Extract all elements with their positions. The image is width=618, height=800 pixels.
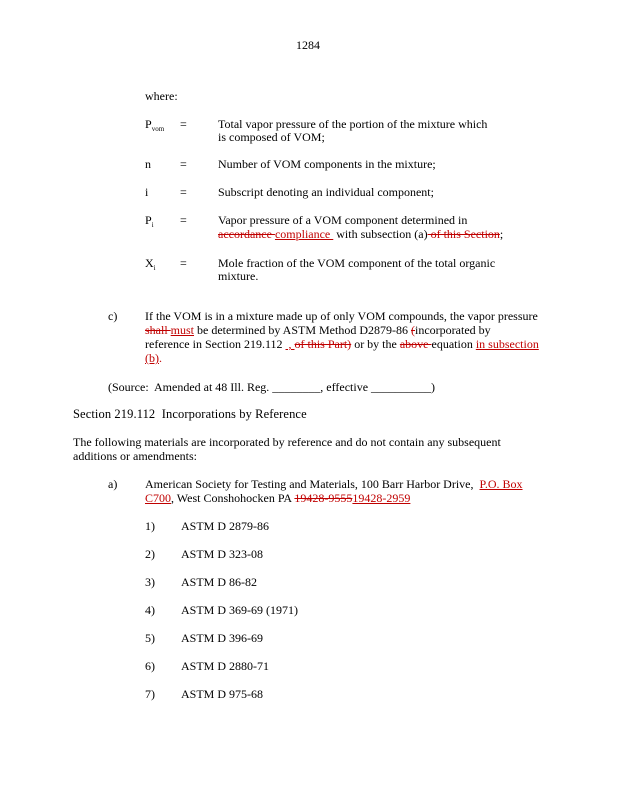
intro-line: The following materials are incorporated by reference and do not contain any subsequent [73,435,501,449]
equals-sign: = [180,157,187,171]
equals-sign: = [180,213,187,227]
definition-text: Mole fraction of the VOM component of the total organic [218,256,496,270]
list-text: ASTM D 2880-71 [181,659,270,673]
paragraph-line: shall must be determined by ASTM Method D2879-86 (incorporated by [145,323,491,337]
list-number: 1) [145,519,155,533]
paragraph-label: c) [108,309,118,323]
list-text: ASTM D 2879-86 [181,519,270,533]
definition-text: is composed of VOM; [218,130,325,144]
definition-text-amended: accordance compliance with subsection (a) of this Section; [218,227,504,241]
deleted-text: ( [411,323,415,337]
paragraph-line: reference in Section 219.112 , of this Part) or by the above equation in subsection [145,337,539,351]
list-number: 5) [145,631,155,645]
source-note: (Source: Amended at 48 Ill. Reg. ________, effective __________) [108,380,436,394]
list-number: 7) [145,687,155,701]
definition-text: Total vapor pressure of the portion of the mixture which [218,117,488,131]
definition-text: mixture. [218,269,259,283]
inserted-text: must [170,323,195,337]
paragraph-line: If the VOM is in a mixture made up of only VOM compounds, the vapor pressure [145,309,538,323]
list-text: ASTM D 86-82 [181,575,258,589]
equals-sign: = [180,185,187,199]
definition-text: Subscript denoting an individual component; [218,185,434,199]
list-text: ASTM D 396-69 [181,631,264,645]
definition-text: Number of VOM components in the mixture; [218,157,436,171]
inserted-text: in subsection [475,337,539,351]
inserted-text: , [285,337,295,351]
list-text: ASTM D 369-69 (1971) [181,603,298,617]
list-number: 2) [145,547,155,561]
list-text: ASTM D 975-68 [181,687,264,701]
symbol: $X_i$ [145,256,156,272]
deleted-text: shall [145,323,171,337]
symbol: $P_i$ [145,213,154,229]
page-number: 1284 [296,38,320,52]
inserted-text: compliance [274,227,334,241]
deleted-text: of this Part) [294,337,352,351]
inserted-text: (b) [145,351,159,365]
deleted-text: above [399,337,432,351]
symbol: $P_{vom}$ [145,117,165,133]
intro-line: additions or amendments: [73,449,197,463]
inserted-text: 19428-2959 [352,491,411,505]
list-number: 6) [145,659,155,673]
section-heading: Section 219.112 Incorporations by Reference [73,407,307,421]
list-text: ASTM D 323-08 [181,547,264,561]
deleted-text: of this Section [427,227,500,241]
where-label: where: [145,89,178,103]
symbol: i [145,185,149,199]
equals-sign: = [180,256,187,270]
definition-text: Vapor pressure of a VOM component determined in [218,213,468,227]
inserted-text: C700 [145,491,172,505]
list-number: 4) [145,603,155,617]
deleted-text: 19428-9555 [294,491,353,505]
item-label: a) [108,477,118,491]
symbol: n [145,157,151,171]
inserted-text: P.O. Box [479,477,523,491]
paragraph-line: (b). [145,351,162,365]
item-line: C700, West Conshohocken PA 19428-955519428-2959 [145,491,411,505]
list-number: 3) [145,575,155,589]
item-line: American Society for Testing and Materials, 100 Barr Harbor Drive, P.O. Box [145,477,523,491]
equals-sign: = [180,117,187,131]
deleted-text: accordance [218,227,275,241]
